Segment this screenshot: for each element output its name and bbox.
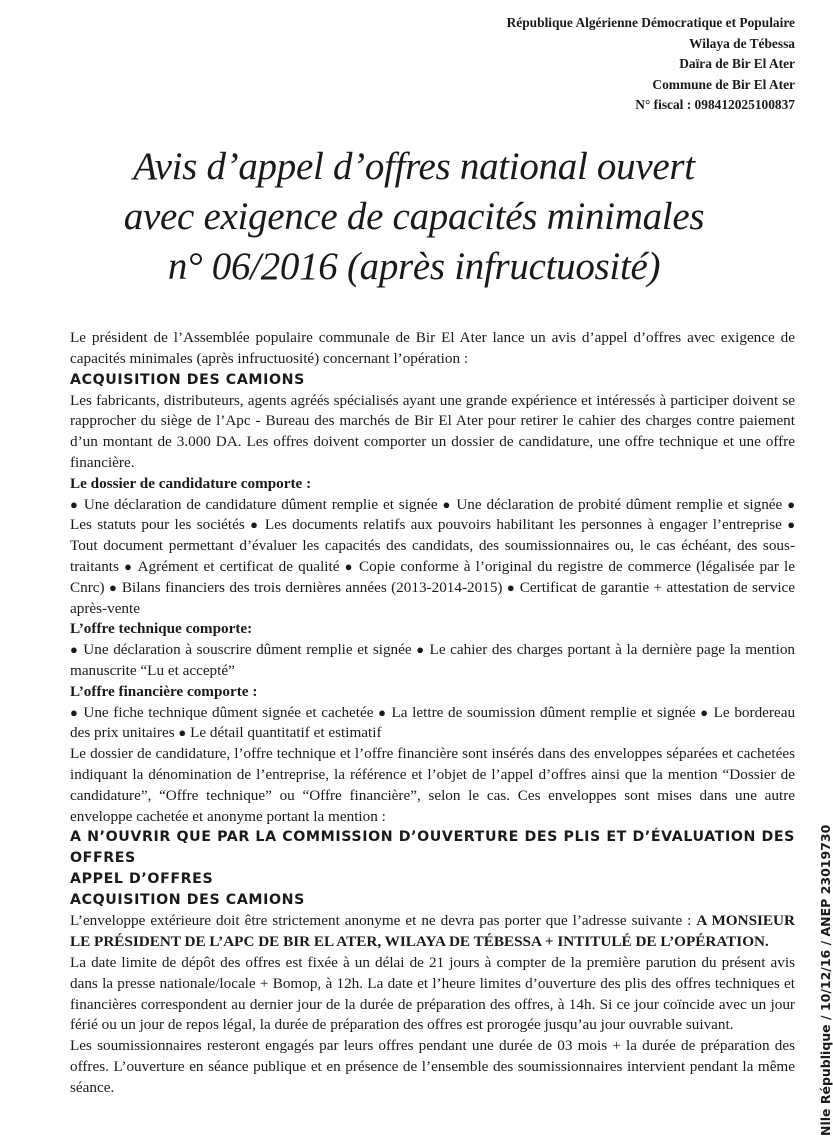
header-line: Commune de Bir El Ater <box>652 76 795 92</box>
header-line: Daïra de Bir El Ater <box>679 56 795 72</box>
operation-heading: ACQUISITION DES CAMIONS <box>70 371 305 388</box>
financiere-heading: L’offre financière comporte : <box>70 682 258 700</box>
candidature-heading: Le dossier de candidature comporte : <box>70 474 312 492</box>
header-line: République Algérienne Démocratique et Populaire <box>506 15 795 30</box>
withdrawal-paragraph: Les fabricants, distributeurs, agents agréés spécialisés ayant une grande expérience et intéressés à participer doivent se rapprocher du siège de l’Apc - Bureau des marchés de Bir El Ater pour retirer le cahier des charges contre paiement d’un montant de 3.000 DA. Les offres doivent comporter un dossier de candidature, une offre technique et une offre financière. <box>70 391 795 471</box>
notice-title <box>0 142 828 292</box>
bullet-icon: ● <box>442 496 452 512</box>
title-line: n° 06/2016 (après infructuosité) <box>167 245 661 288</box>
list-item: Une déclaration de candidature dûment remplie et signée <box>83 495 438 513</box>
bullet-icon: ● <box>70 704 79 720</box>
notice-body <box>70 328 795 1099</box>
list-item: Une fiche technique dûment signée et cachetée <box>83 703 374 721</box>
title-line: avec exigence de capacités minimales <box>123 195 705 238</box>
bullet-icon: ● <box>416 642 425 658</box>
envelopes-paragraph: Le dossier de candidature, l’offre technique et l’offre financière sont insérés dans des enveloppes séparées et cachetées indiquant la dénomination de l’entreprise, la référence et l’objet de l’appel d’offres ainsi que la mention “Dossier de candidature”, “Offre technique” ou “Offre financière”, selon le cas. Ces enveloppes sont mises dans une autre enveloppe cachetée et anonyme portant la mention : <box>70 745 795 825</box>
list-item: La lettre de soumission dûment remplie et signée <box>391 703 696 721</box>
envelope-mention: APPEL D’OFFRES <box>70 871 214 888</box>
list-item: Agrément et certificat de qualité <box>137 557 340 575</box>
bullet-icon: ● <box>344 558 354 574</box>
intro-paragraph: Le président de l’Assemblée populaire communale de Bir El Ater lance un avis d’appel d’offres avec exigence de capacités minimales (après infructuosité) concernant l’opération : <box>70 329 795 367</box>
deadline-paragraph: La date limite de dépôt des offres est fixée à un délai de 21 jours à compter de la première parution du présent avis dans la presse nationale/locale + Bomop, à 12h. La date et l’heure limites d’ouverture des plis des offres techniques et financières correspondent au dernier jour de la durée de préparation des offres, à 14h. Si ce jour coïncide avec un jour férié ou un jour de repos légal, la durée de préparation des offres est prorogée jusqu’au jour ouvrable suivant. <box>70 953 795 1034</box>
bullet-icon: ● <box>178 725 187 741</box>
publication-reference: Nlle République / 10/12/16 / ANEP 23019730 <box>818 824 833 1136</box>
list-item: Le cahier des charges portant à la dernière page la mention manuscrite “Lu et accepté” <box>70 641 796 679</box>
list-item: Le détail quantitatif et estimatif <box>190 724 382 742</box>
candidature-list <box>70 495 795 620</box>
financiere-list <box>70 703 795 745</box>
list-item: Le bordereau des prix unitaires <box>70 703 796 742</box>
address-paragraph <box>70 911 795 953</box>
list-item: Bilans financiers des trois dernières années (2013-2014-2015) <box>121 578 503 596</box>
bullet-icon: ● <box>70 496 79 512</box>
bullet-icon: ● <box>109 579 118 595</box>
issuer-header <box>507 13 795 116</box>
list-item: Une déclaration de probité dûment remplie et signée <box>456 495 783 513</box>
bullet-icon: ● <box>250 517 260 533</box>
list-item: Tout document permettant d’évaluer les capacités des candidats, des soumissionnaires ou, le cas échéant, des sous-traitants <box>70 537 795 575</box>
header-line: Wilaya de Tébessa <box>689 35 795 51</box>
envelope-mention: ACQUISITION DES CAMIONS <box>70 892 305 909</box>
list-item: Les documents relatifs aux pouvoirs habilitant les personnes à engager l’entreprise <box>264 516 782 534</box>
bullet-icon: ● <box>787 517 796 533</box>
address-text: A MONSIEUR LE PRÉSIDENT DE L’APC DE BIR EL ATER, WILAYA DE TÉBESSA + INTITULÉ DE L’OPÉRATION. <box>70 912 795 951</box>
technique-heading: L’offre technique comporte: <box>70 620 253 638</box>
address-intro: L’enveloppe extérieure doit être strictement anonyme et ne devra pas porter que l’adresse suivante : <box>70 912 692 930</box>
bullet-icon: ● <box>378 704 387 720</box>
list-item: Certificat de garantie + attestation de service après-vente <box>70 578 796 617</box>
title-line: Avis d’appel d’offres national ouvert <box>133 145 695 188</box>
list-item: Copie conforme à l’original du registre de commerce (légalisée par le Cnrc) <box>70 557 796 596</box>
list-item: Les statuts pour les sociétés <box>70 516 245 534</box>
list-item: Une déclaration à souscrire dûment remplie et signée <box>83 641 412 659</box>
bullet-icon: ● <box>124 558 134 574</box>
bullet-icon: ● <box>506 579 516 595</box>
bullet-icon: ● <box>70 642 79 658</box>
technique-list <box>70 640 795 682</box>
header-fiscal-number: N° fiscal : 098412025100837 <box>635 97 795 113</box>
bullet-icon: ● <box>700 704 709 720</box>
engagement-paragraph: Les soumissionnaires resteront engagés par leurs offres pendant une durée de 03 mois + la durée de préparation des offres. L’ouverture en séance publique et en présence de l’ensemble des soumissionnaires intervient pendant la même séance. <box>70 1037 795 1096</box>
envelope-mention: A N’OUVRIR QUE PAR LA COMMISSION D’OUVERTURE DES PLIS ET D’ÉVALUATION DES OFFRES <box>70 829 795 867</box>
bullet-icon: ● <box>787 496 796 512</box>
